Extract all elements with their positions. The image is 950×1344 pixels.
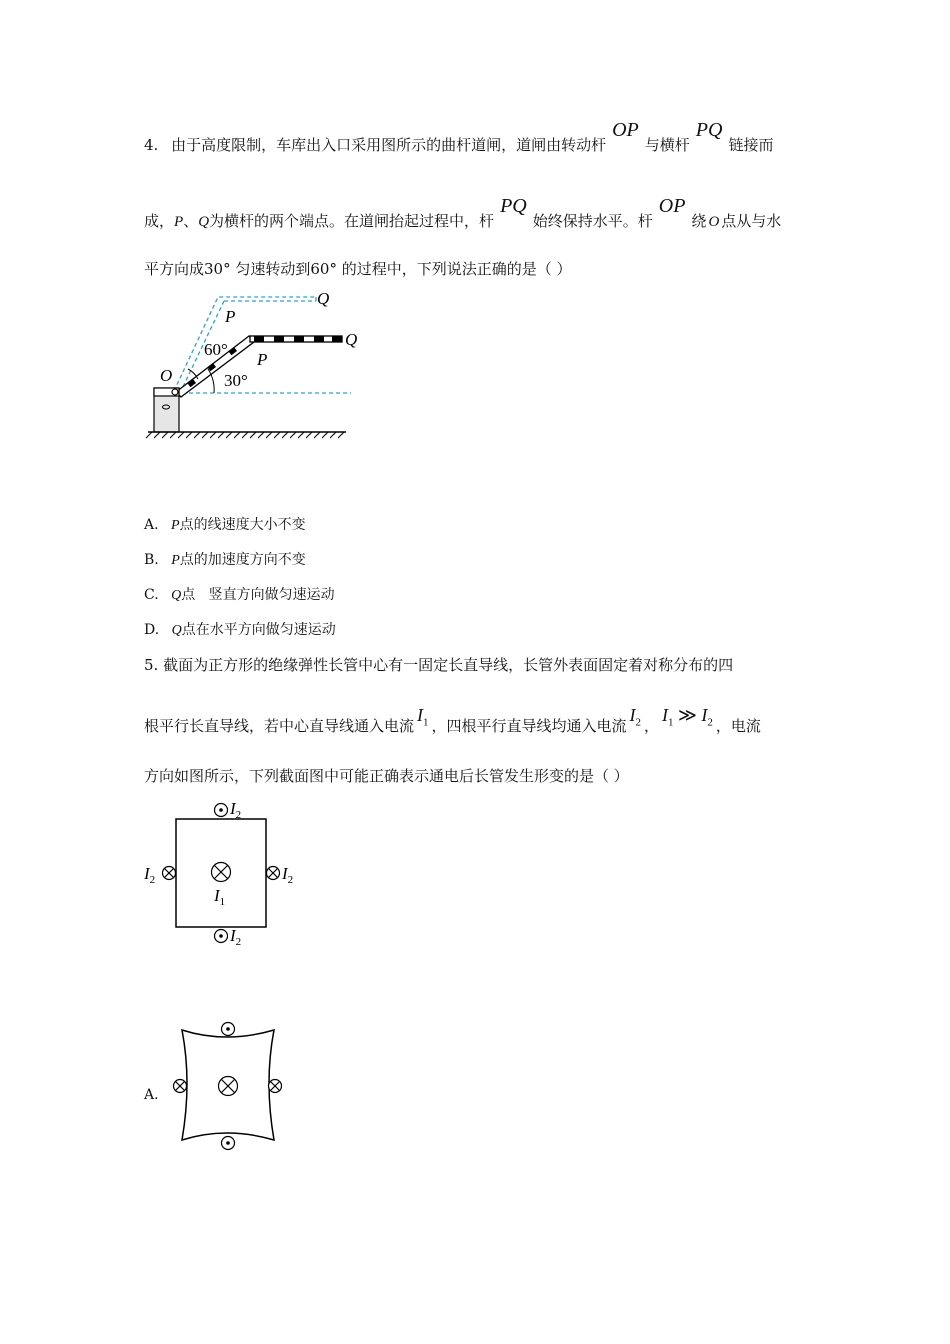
pivot-o bbox=[172, 389, 178, 395]
label-i2-left: $I_2$ bbox=[144, 864, 156, 886]
label-p-top: P bbox=[225, 307, 236, 326]
i2-symbol: $I_2$ bbox=[629, 705, 642, 729]
wire-bottom-out bbox=[215, 930, 228, 943]
label-i2-top: $I_2$ bbox=[230, 799, 242, 821]
o-symbol: O bbox=[708, 214, 720, 230]
wire-right-in bbox=[267, 867, 280, 880]
q5-text: 根平行长直导线，若中心直导线通入电流 bbox=[144, 717, 415, 735]
pq-bar bbox=[250, 336, 342, 342]
op-symbol: OP bbox=[612, 119, 639, 141]
q5-line-1 bbox=[144, 654, 733, 675]
q5-text: ，电流 bbox=[715, 717, 761, 735]
q4-text: 链接而 bbox=[728, 136, 774, 154]
p-symbol: P bbox=[174, 214, 184, 230]
q4-line-2 bbox=[144, 195, 782, 232]
q5-text: 方向如图所示，下列截面图中可能正确表示通电后长管发生形变的是（ ） bbox=[144, 767, 629, 785]
option-text: 点在水平方向做匀速运动 bbox=[181, 622, 336, 638]
q5-line-3 bbox=[144, 765, 629, 786]
option-text: 点 竖直方向做匀速运动 bbox=[181, 587, 335, 603]
q4-text: 成， bbox=[144, 212, 175, 230]
ground-hatch bbox=[146, 432, 344, 438]
label-q-top: Q bbox=[317, 289, 330, 308]
square-tube-figure bbox=[140, 795, 310, 955]
q4-line-1 bbox=[144, 119, 774, 156]
label-60: 60° bbox=[204, 340, 228, 359]
option-text: 点的线速度大小不变 bbox=[179, 517, 306, 533]
option-var: Q bbox=[171, 623, 182, 638]
op-symbol: OP bbox=[658, 195, 686, 217]
option-var: P bbox=[171, 553, 180, 568]
q5-text: ，四根平行直导线均通入电流 bbox=[431, 717, 627, 735]
q4-text: 、 bbox=[183, 212, 199, 230]
label-p: P bbox=[257, 350, 268, 369]
wire-right-in bbox=[269, 1080, 282, 1093]
option-c[interactable]: C. Q点 竖直方向做匀速运动 bbox=[144, 587, 335, 603]
q5-option-a[interactable]: A. bbox=[144, 1087, 159, 1103]
q5-line-2 bbox=[144, 705, 761, 739]
label-30: 30° bbox=[224, 371, 248, 390]
q4-text: 由于高度限制，车库出入口采用图所示的曲杆道闸，道闸由转动杆 bbox=[171, 136, 607, 154]
option-a-figure[interactable] bbox=[168, 1018, 288, 1158]
q5-text: ， bbox=[644, 717, 660, 735]
option-d[interactable]: D. Q点在水平方向做匀速运动 bbox=[144, 622, 336, 638]
wire-left-in bbox=[163, 867, 176, 880]
label-i2-bottom: $I_2$ bbox=[230, 926, 242, 948]
q4-text: 与横杆 bbox=[644, 136, 690, 154]
option-text: 点的加速度方向不变 bbox=[179, 552, 306, 568]
q4-number: 4. bbox=[144, 136, 159, 154]
gate-figure bbox=[146, 285, 366, 445]
i1-symbol: $I_1$ bbox=[417, 705, 429, 729]
q4-line-3 bbox=[144, 258, 571, 279]
option-b[interactable]: B. P点的加速度方向不变 bbox=[144, 552, 306, 568]
inequality: $I_1$ ≫ $I_2$ bbox=[662, 705, 713, 729]
pq-symbol: PQ bbox=[695, 119, 723, 141]
q-symbol: Q bbox=[198, 214, 210, 230]
option-var: Q bbox=[171, 588, 182, 603]
q4-text: 始终保持水平。杆 bbox=[532, 212, 653, 230]
q4-text: 绕 bbox=[691, 212, 707, 230]
label-o: O bbox=[160, 366, 173, 385]
wire-top-out bbox=[215, 804, 228, 817]
q5-text: 5. 截面为正方形的绝缘弹性长管中心有一固定长直导线，长管外表面固定着对称分布的四 bbox=[144, 656, 734, 674]
option-var: P bbox=[171, 518, 180, 533]
wire-center-in bbox=[219, 1077, 238, 1096]
q4-text: 点从与水 bbox=[721, 212, 782, 230]
pq-symbol: PQ bbox=[500, 195, 527, 217]
wire-bottom-out bbox=[222, 1137, 235, 1150]
label-i1-center: $I_1$ bbox=[214, 886, 226, 908]
wire-top-out bbox=[222, 1023, 235, 1036]
label-i2-right: $I_2$ bbox=[282, 864, 294, 886]
q4-text: 为横杆的两个端点。在道闸抬起过程中，杆 bbox=[209, 212, 495, 230]
option-a[interactable]: A. P点的线速度大小不变 bbox=[144, 517, 306, 533]
wire-center-in bbox=[212, 863, 231, 882]
label-q: Q bbox=[345, 330, 358, 349]
wire-left-in bbox=[174, 1080, 187, 1093]
q4-text: 平方向成30° 匀速转动到60° 的过程中，下列说法正确的是（ ） bbox=[144, 260, 572, 278]
